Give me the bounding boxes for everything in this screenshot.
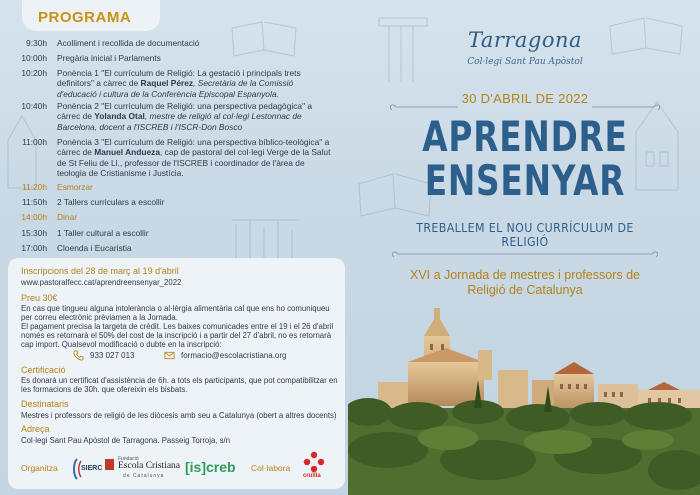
speaker-name: Manuel Andueza (94, 147, 161, 158)
certificate-heading: Certificació (21, 365, 66, 375)
audience-heading: Destinataris (21, 399, 69, 409)
ornament-divider (388, 247, 662, 261)
schedule-time: 10:40h (21, 101, 47, 111)
schedule-time: 14:00h (21, 212, 47, 222)
schedule-text: Acolliment i recollida de documentació (57, 38, 200, 48)
edition-line-1: XVI a Jornada de mestres i professors de (410, 268, 640, 282)
registration-heading: Inscripcions del 28 de març al 19 d'abril (21, 266, 179, 276)
collabora-label: Col·labora (251, 463, 291, 473)
organiza-label: Organitza (21, 463, 58, 473)
escola-cristiana-logo (105, 456, 185, 482)
school-name: Col·legi Sant Pau Apòstol (467, 57, 583, 67)
registration-link[interactable]: www.pastoralfecc.cat/aprendreensenyar_2022 (21, 278, 182, 287)
audience-text: Mestres i professors de religió de les diòcesis amb seu a Catalunya (obert a altres docents) (21, 411, 337, 420)
email-contact[interactable] (164, 350, 287, 361)
city-name: Tarragona (467, 28, 583, 52)
address-heading: Adreça (21, 424, 50, 434)
book-sketch-icon (606, 14, 686, 56)
schedule-text: 2 Tallers curriculars a escollir (57, 197, 165, 207)
event-title (412, 112, 638, 205)
schedule-text: Cloenda i Eucaristia (57, 243, 132, 253)
program-title: PROGRAMA (38, 9, 132, 26)
schedule-text: Dinar (57, 212, 78, 222)
schedule-time: 9:30h (26, 38, 47, 48)
tarragona-photo (348, 300, 700, 495)
event-date: 30 D'ABRIL DE 2022 (461, 91, 589, 106)
escola-cristiana-mark (105, 459, 114, 470)
schedule-time: 15:30h (21, 228, 47, 238)
schedule-text: Pregària inicial i Parlaments (57, 53, 161, 63)
phone-contact[interactable] (73, 350, 135, 361)
certificate-text: Es donarà un certificat d'assistència de 6h. a tots els participants, que pot compatibilitzar en les formacions de 30h. que ofereixin els bisbats. (21, 376, 338, 395)
schedule-time: 11:20h (22, 182, 47, 192)
sponsor-logos (21, 455, 341, 483)
column-sketch-icon (373, 16, 433, 86)
schedule-time: 17:00h (21, 243, 47, 253)
cruilla-text: cruïlla (303, 473, 321, 479)
tower-sketch-icon (2, 110, 42, 190)
schedule-time: 11:50h (22, 197, 47, 207)
payment-note: El pagament precisa la targeta de crèdit. Les baixes comunicades entre el 19 i el 26 d'abril només es retornarà el 50% del cost de la inscripció i a partir del 27 d'abril, no es retornarà cap import. Qualsevol modificació o dubte en la inscripció: (21, 322, 334, 350)
cruilla-logo-mark (303, 451, 325, 475)
de-catalunya-text: de Catalunya (123, 473, 165, 479)
event-edition (390, 268, 660, 298)
schedule-text: Esmorzar (57, 182, 93, 192)
iscreb-logo: [is]creb (185, 459, 236, 475)
sierc-logo-text: SIERC (81, 465, 103, 472)
escola-cristiana-text: Escola Cristiana (118, 461, 180, 471)
schedule-text: Ponència 2 "El currículum de Religió: una perspectiva pedagògica" a càrrec de Yolanda Otal, mestre de religió al col·legi Lestonnac de Barcelona, docent a l'ISCREB i l'ISCR-Don Bosco (57, 101, 313, 132)
schedule-text: Ponència 1 "El currículum de Religió: La gestació i principals trets definitors" a càrrec de Raquel Pérez, Secretària de la Comissió d'educació i cultura de la Conferència Episcopal Espanyola. (57, 68, 301, 99)
fundacio-text: Fundació (118, 456, 139, 462)
phone-number: 933 027 013 (90, 351, 135, 360)
schedule-time: 11:00h (22, 137, 47, 147)
schedule-text: Ponència 3 "El currículum de Religió: una perspectiva bíblico-teològica" a càrrec de Manuel Andueza, cap de pastoral del col·legi Verge de la Salut de St Feliu de Ll., professor de l'ISCREB i coordinador de l'àrea de teologia de Cristianisme i Justícia. (57, 137, 331, 179)
price-note: En cas que tingueu alguna intolerància o al·lèrgia alimentària cal que ens ho comuniqueu per correu electrònic prèviamen a la Jornada. (21, 304, 330, 323)
phone-icon (73, 350, 84, 361)
schedule-time: 10:20h (21, 68, 47, 78)
mail-icon (164, 350, 175, 361)
price-heading: Preu 30€ (21, 293, 58, 303)
cruilla-logo (303, 451, 325, 483)
event-subtitle: TREBALLEM EL NOU CURRÍCULUM DE RELIGIÓ (416, 221, 634, 249)
schedule-text: 1 Taller cultural a escollir (57, 228, 149, 238)
edition-line-2: Religió de Catalunya (467, 283, 583, 297)
schedule-time: 10:00h (21, 53, 47, 63)
speaker-name: Yolanda Otal (94, 111, 145, 122)
title-line-1: APRENDRE (422, 112, 628, 161)
sierc-logo (71, 457, 103, 481)
email-address: formacio@escolacristiana.org (181, 351, 287, 360)
title-line-2: ENSENYAR (424, 156, 626, 205)
address-text: Col·legi Sant Pau Apòstol de Tarragona. Passeig Torroja, s/n (21, 436, 231, 445)
speaker-name: Raquel Pérez (140, 78, 194, 89)
